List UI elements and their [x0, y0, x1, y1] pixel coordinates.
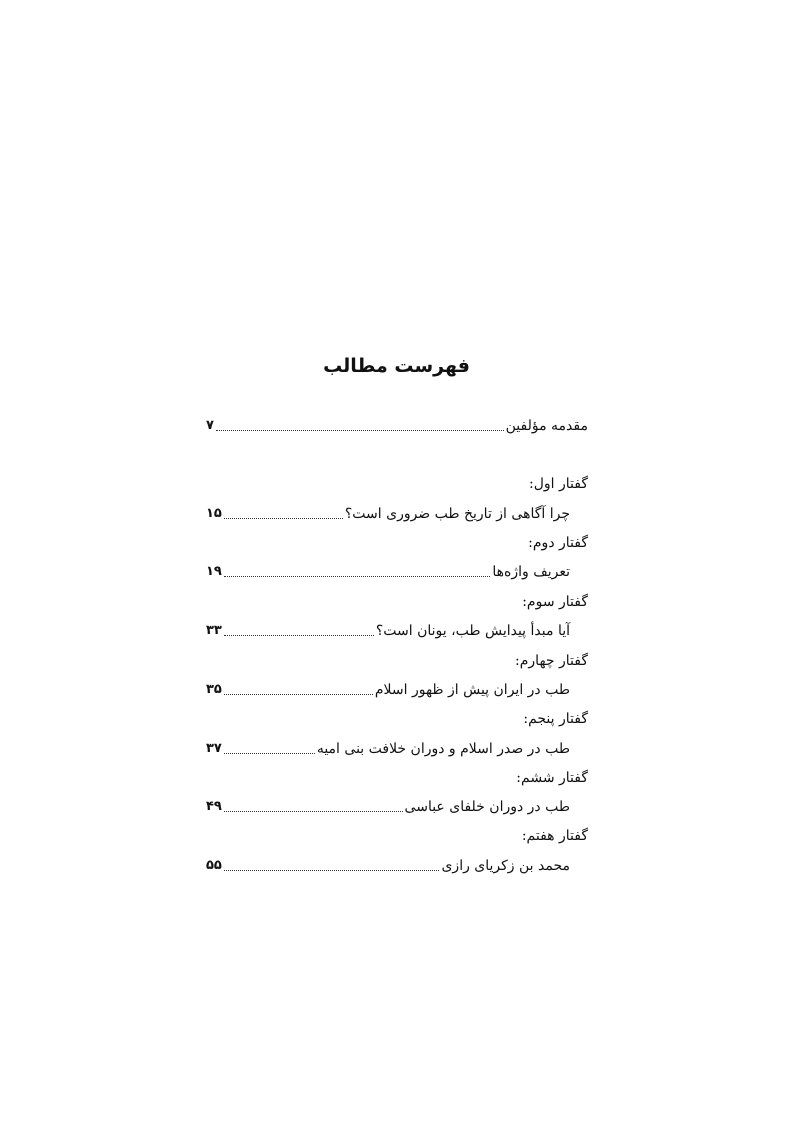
chapter-heading-3: گفتار سوم:: [522, 594, 588, 610]
dot-leader: [224, 575, 491, 577]
chapter-heading-6: گفتار ششم:: [516, 770, 588, 786]
chapter-heading-7: گفتار هفتم:: [521, 828, 588, 844]
toc-entry-title: چرا آگاهی از تاریخ طب ضروری است؟: [344, 506, 570, 522]
toc-entry-4[interactable]: [206, 672, 588, 700]
toc-page-number: ۴۹: [206, 799, 222, 814]
toc-entry-title: طب در دوران خلفای عباسی: [404, 799, 570, 815]
toc-entry-3[interactable]: [206, 613, 588, 641]
toc-entry-6[interactable]: [206, 789, 588, 817]
toc-entry-title: مقدمه مؤلفین: [505, 418, 588, 434]
chapter-heading-5: گفتار پنجم:: [523, 711, 588, 727]
dot-leader: [224, 634, 374, 636]
dot-leader: [216, 429, 504, 431]
chapter-heading-4: گفتار چهارم:: [515, 653, 588, 669]
toc-page-number: ۱۹: [206, 564, 222, 579]
toc-entry-2[interactable]: [206, 554, 588, 582]
toc-entry-title: آیا مبدأ پیدایش طب، یونان است؟: [375, 623, 570, 639]
toc-entry-title: تعریف واژه‌ها: [492, 564, 570, 580]
toc-entry-7[interactable]: [206, 848, 588, 876]
toc-page-number: ۱۵: [206, 506, 222, 521]
page-title: فهرست مطالب: [323, 355, 470, 377]
dot-leader: [224, 752, 315, 754]
dot-leader: [224, 517, 343, 519]
toc-entry-intro[interactable]: [206, 408, 588, 436]
chapter-heading-2: گفتار دوم:: [528, 535, 588, 551]
toc-page-number: ۳۷: [206, 741, 222, 756]
toc-entry-title: محمد بن زکریای رازی: [441, 858, 570, 874]
toc-page-number: ۳۳: [206, 623, 222, 638]
toc-page-number: ۳۵: [206, 682, 222, 697]
dot-leader: [224, 810, 403, 812]
dot-leader: [224, 869, 440, 871]
dot-leader: [224, 693, 373, 695]
toc-entry-1[interactable]: [206, 496, 588, 524]
chapter-heading-1: گفتار اول:: [529, 476, 588, 492]
toc-page-number: ۵۵: [206, 858, 222, 873]
toc-entry-5[interactable]: [206, 731, 588, 759]
toc-entry-title: طب در صدر اسلام و دوران خلافت بنی امیه: [316, 741, 570, 757]
toc-entry-title: طب در ایران پیش از ظهور اسلام: [374, 682, 570, 698]
toc-page-number: ۷: [206, 418, 214, 433]
